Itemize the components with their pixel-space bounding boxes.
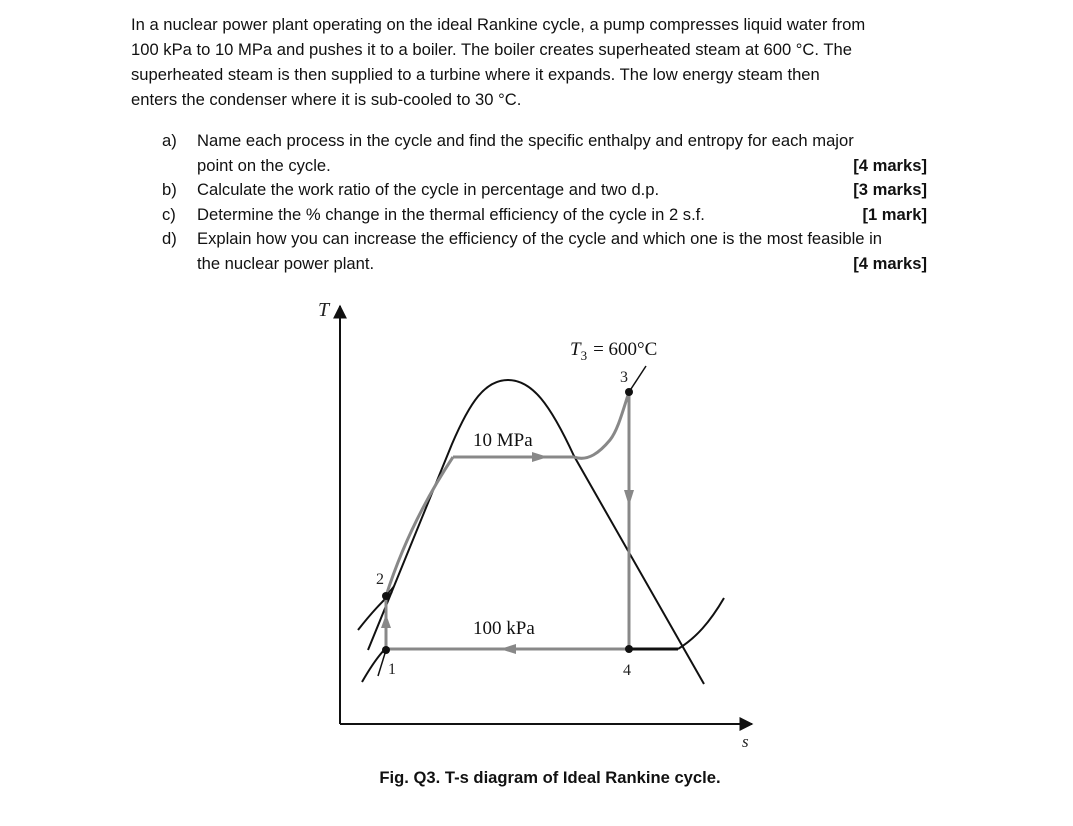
t3-sub: 3 [580, 348, 588, 363]
question-b [162, 178, 962, 203]
figure-caption: Fig. Q3. T-s diagram of Ideal Rankine cycle. [379, 768, 721, 787]
s-axis-label: s [742, 732, 749, 751]
point-3-leader [629, 366, 646, 392]
process-2-sat-liquid [386, 457, 453, 596]
t3-value: = 600°C [593, 339, 658, 360]
process-4-1-arrow [500, 644, 516, 654]
point-1-label: 1 [388, 661, 396, 678]
t3-label [570, 339, 657, 363]
question-d-text-line-2: the nuclear power plant. [197, 253, 375, 273]
question-c-text: Determine the % change in the thermal efficiency of the cycle in 2 s.f. [197, 204, 705, 224]
intro-line-4: enters the condenser where it is sub-cooled to 30 °C. [131, 90, 522, 109]
question-c-marks: [1 mark] [862, 204, 927, 224]
low-pressure-label: 100 kPa [473, 618, 535, 639]
ts-diagram [300, 292, 770, 762]
saturation-dome [368, 380, 704, 684]
question-list [162, 129, 962, 276]
question-b-marks: [3 marks] [853, 180, 927, 199]
question-a-marks: [4 marks] [853, 155, 927, 175]
question-a [162, 129, 962, 178]
point-1-leader [378, 650, 386, 676]
question-c-letter: c) [162, 204, 176, 224]
t-axis-label: T [318, 299, 330, 321]
point-3-label: 3 [620, 369, 628, 386]
point-2-label: 2 [376, 571, 384, 588]
process-boiling-arrow [532, 452, 548, 462]
question-d-text-line-2-wrap [197, 252, 962, 277]
question-d-text-line-1: Explain how you can increase the efficiency of the cycle and which one is the most feasible in [197, 229, 883, 248]
intro-line-2: 100 kPa to 10 MPa and pushes it to a boiler. The boiler creates superheated steam at 600 °C. The [131, 40, 852, 59]
question-a-letter: a) [162, 131, 177, 150]
question-d-letter: d) [162, 229, 177, 248]
compressed-liquid-curve-low [362, 648, 386, 682]
question-b-text-wrap [197, 178, 962, 203]
question-c [162, 203, 962, 228]
t3-var: T [570, 339, 581, 360]
question-b-text: Calculate the work ratio of the cycle in percentage and two d.p. [197, 180, 660, 199]
question-a-text-line-2: point on the cycle. [197, 155, 331, 175]
superheated-low-curve [678, 598, 724, 649]
point-4-label: 4 [623, 662, 631, 679]
process-3-4-arrow [624, 490, 634, 506]
question-a-text-line-1: Name each process in the cycle and find the specific enthalpy and entropy for each major [197, 131, 854, 150]
process-superheat [574, 392, 629, 458]
high-pressure-label: 10 MPa [473, 430, 533, 451]
question-a-text-line-2-wrap [197, 154, 962, 179]
problem-statement [131, 12, 961, 112]
question-c-text-wrap [197, 203, 962, 228]
point-4-marker [625, 645, 633, 653]
question-d-marks: [4 marks] [853, 253, 927, 273]
question-d [162, 227, 962, 276]
intro-line-3: superheated steam is then supplied to a turbine where it expands. The low energy steam then [131, 65, 820, 84]
intro-line-1: In a nuclear power plant operating on the ideal Rankine cycle, a pump compresses liquid water from [131, 15, 866, 34]
question-b-letter: b) [162, 180, 177, 199]
